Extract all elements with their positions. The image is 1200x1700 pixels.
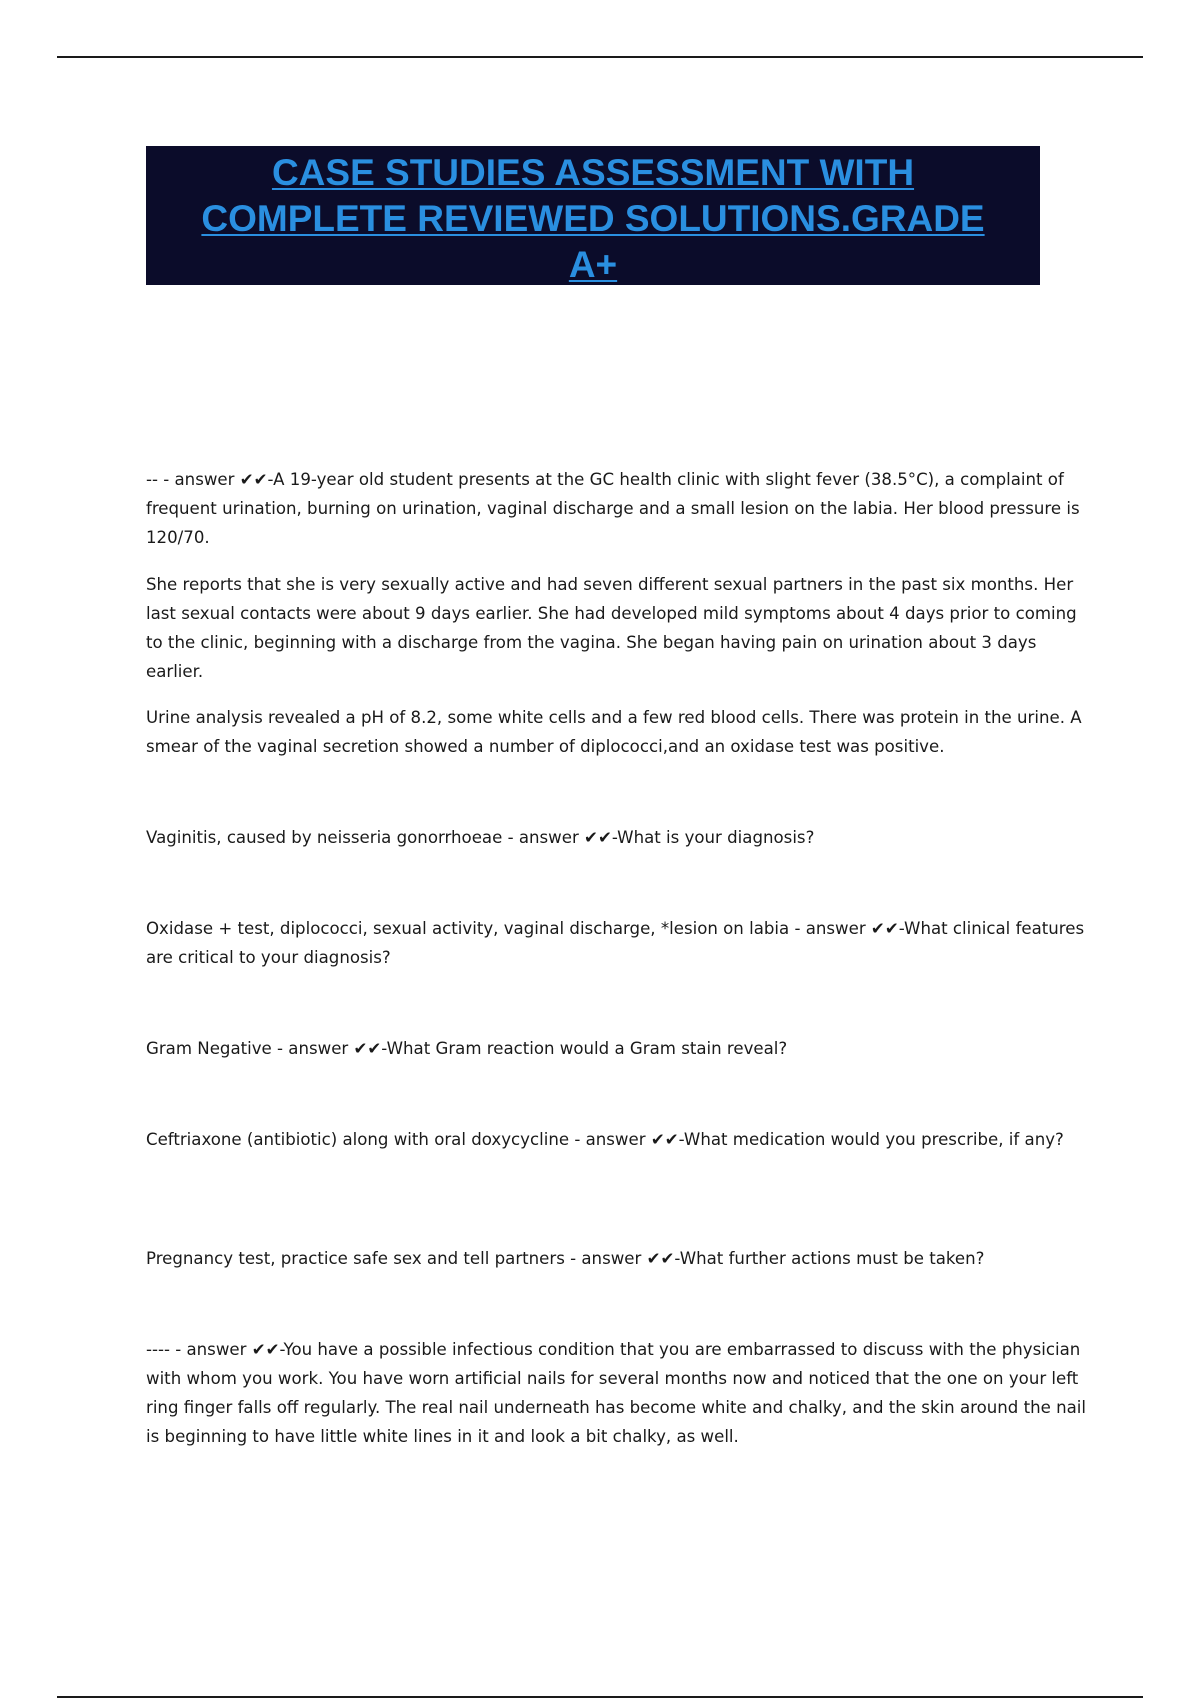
title-line-2[interactable]: COMPLETE REVIEWED SOLUTIONS.GRADE [201,198,985,239]
bottom-rule [57,1696,1143,1698]
case1-intro-paragraph: -- - answer ✔✔-A 19-year old student presents at the GC health clinic with slight fever (38.5°C), a complaint of frequent urination, burning on urination, vaginal discharge and a small lesion on the labia. Her blood pressure is 120/70. [146,470,1080,547]
title-banner [146,146,1040,285]
qa-medication: Ceftriaxone (antibiotic) along with oral doxycycline - answer ✔✔-What medication would you prescribe, if any? [146,1130,1064,1149]
qa-clinical-features: Oxidase + test, diplococci, sexual activity, vaginal discharge, *lesion on labia - answer ✔✔-What clinical features are critical to your diagnosis? [146,919,1085,967]
qa-diagnosis: Vaginitis, caused by neisseria gonorrhoeae - answer ✔✔-What is your diagnosis? [146,828,815,847]
case1-history-paragraph: She reports that she is very sexually active and had seven different sexual partners in the past six months. Her last sexual contacts were about 9 days earlier. She had developed mild symptoms about 4 days prior to coming to the clinic, beginning with a discharge from the vagina. She began having pain on urination about 3 days earlier. [146,575,1077,681]
top-rule [57,56,1143,58]
title-line-1[interactable]: CASE STUDIES ASSESSMENT WITH [271,152,915,193]
qa-further-actions: Pregnancy test, practice safe sex and tell partners - answer ✔✔-What further actions must be taken? [146,1249,985,1268]
case2-intro-paragraph: ---- - answer ✔✔-You have a possible infectious condition that you are embarrassed to discuss with the physician with whom you work. You have worn artificial nails for several months now and noticed that the one on your left ring finger falls off regularly. The real nail underneath has become white and chalky, and the skin around the nail is beginning to have little white lines in it and look a bit chalky, as well. [146,1340,1086,1446]
case1-labs-paragraph: Urine analysis revealed a pH of 8.2, some white cells and a few red blood cells. There was protein in the urine. A smear of the vaginal secretion showed a number of diplococci,and an oxidase test was positive. [146,708,1082,756]
title-line-3[interactable]: A+ [568,244,618,285]
qa-gram-reaction: Gram Negative - answer ✔✔-What Gram reaction would a Gram stain reveal? [146,1039,788,1058]
